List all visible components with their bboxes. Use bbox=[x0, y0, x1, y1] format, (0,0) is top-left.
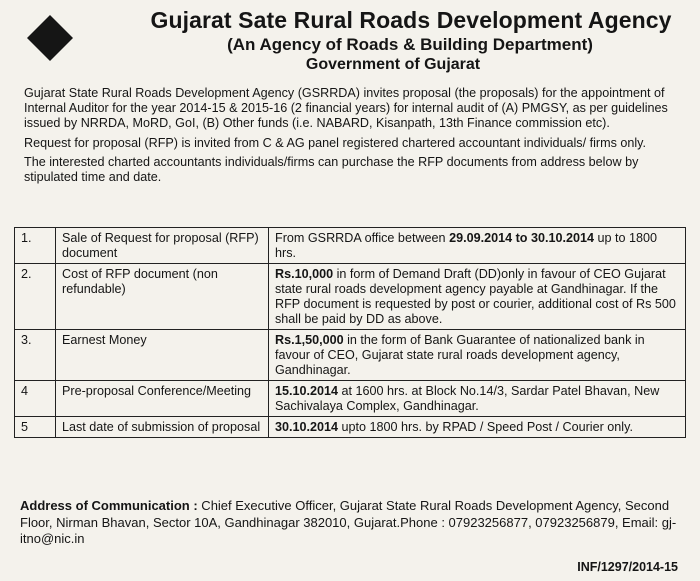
table-row bbox=[15, 264, 686, 330]
row-item: Cost of RFP document (non refundable) bbox=[56, 264, 269, 330]
row-detail bbox=[269, 381, 686, 417]
row-number: 3. bbox=[15, 330, 56, 381]
row-detail bbox=[269, 417, 686, 438]
row-number: 4 bbox=[15, 381, 56, 417]
intro-paragraph-1: Gujarat State Rural Roads Development Agency (GSRRDA) invites proposal (the proposals) for the appointment of Internal Auditor for the year 2014-15 & 2015-16 (2 financial years) for internal audit of (A) PMGSY, as per guidelines issued by NRRDA, MoRD, GoI, (B) Other funds (i.e. NABARD, Kisanpath, 13th Finance commission etc). bbox=[24, 86, 668, 131]
detail-text: in form of Demand Draft (DD)only in favour of CEO Gujarat state rural roads development agency payable at Gandhinagar. If the RFP document is requested by post or courier, additional cost of Rs 500 shall be paid by DD as above. bbox=[275, 267, 676, 326]
row-detail bbox=[269, 264, 686, 330]
rfp-schedule-table bbox=[14, 227, 686, 438]
table-row bbox=[15, 381, 686, 417]
detail-highlight: 30.10.2014 bbox=[275, 420, 339, 434]
table-row bbox=[15, 417, 686, 438]
address-of-communication bbox=[20, 498, 686, 548]
agency-title: Gujarat Sate Rural Roads Development Agency bbox=[150, 7, 672, 33]
detail-highlight: 29.09.2014 to 30.10.2014 bbox=[449, 231, 595, 245]
address-label: Address of Communication : bbox=[20, 498, 198, 513]
row-detail bbox=[269, 330, 686, 381]
agency-subtitle: (An Agency of Roads & Building Department) bbox=[227, 35, 593, 54]
detail-text: at 1600 hrs. at Block No.14/3, Sardar Patel Bhavan, New Sachivalaya Complex, Gandhinagar. bbox=[275, 384, 660, 413]
table-row bbox=[15, 228, 686, 264]
agency-logo-icon bbox=[26, 14, 74, 62]
detail-highlight: Rs.10,000 bbox=[275, 267, 334, 281]
detail-text: upto 1800 hrs. by RPAD / Speed Post / Courier only. bbox=[338, 420, 633, 434]
header bbox=[96, 6, 686, 75]
row-number: 2. bbox=[15, 264, 56, 330]
table-row bbox=[15, 330, 686, 381]
row-item: Earnest Money bbox=[56, 330, 269, 381]
government-name: Government of Gujarat bbox=[305, 56, 481, 73]
detail-highlight: Rs.1,50,000 bbox=[275, 333, 344, 347]
detail-highlight: 15.10.2014 bbox=[275, 384, 339, 398]
detail-text: in the form of Bank Guarantee of nationalized bank in favour of CEO, Gujarat state rural roads development agency, Gandhinagar. bbox=[275, 333, 645, 377]
reference-number: INF/1297/2014-15 bbox=[577, 560, 678, 574]
row-number: 5 bbox=[15, 417, 56, 438]
address-text: Chief Executive Officer, Gujarat State Rural Roads Development Agency, Second Floor, Nirman Bhavan, Sector 10A, Gandhinagar 382010, Gujarat.Phone : 07923256877, 07923256879, Email: gj-itno@nic.in bbox=[20, 498, 677, 546]
detail-text: up to 1800 hrs. bbox=[275, 231, 658, 260]
row-item: Last date of submission of proposal bbox=[56, 417, 269, 438]
detail-text: From GSRRDA office between bbox=[275, 231, 450, 245]
row-item: Sale of Request for proposal (RFP) document bbox=[56, 228, 269, 264]
intro-paragraph-3: The interested charted accountants individuals/firms can purchase the RFP documents from address below by stipulated time and date. bbox=[24, 154, 639, 185]
intro-paragraph-2: Request for proposal (RFP) is invited from C & AG panel registered chartered accountant individuals/ firms only. bbox=[24, 135, 647, 150]
intro-text bbox=[24, 86, 684, 189]
row-detail bbox=[269, 228, 686, 264]
row-number: 1. bbox=[15, 228, 56, 264]
row-item: Pre-proposal Conference/Meeting bbox=[56, 381, 269, 417]
